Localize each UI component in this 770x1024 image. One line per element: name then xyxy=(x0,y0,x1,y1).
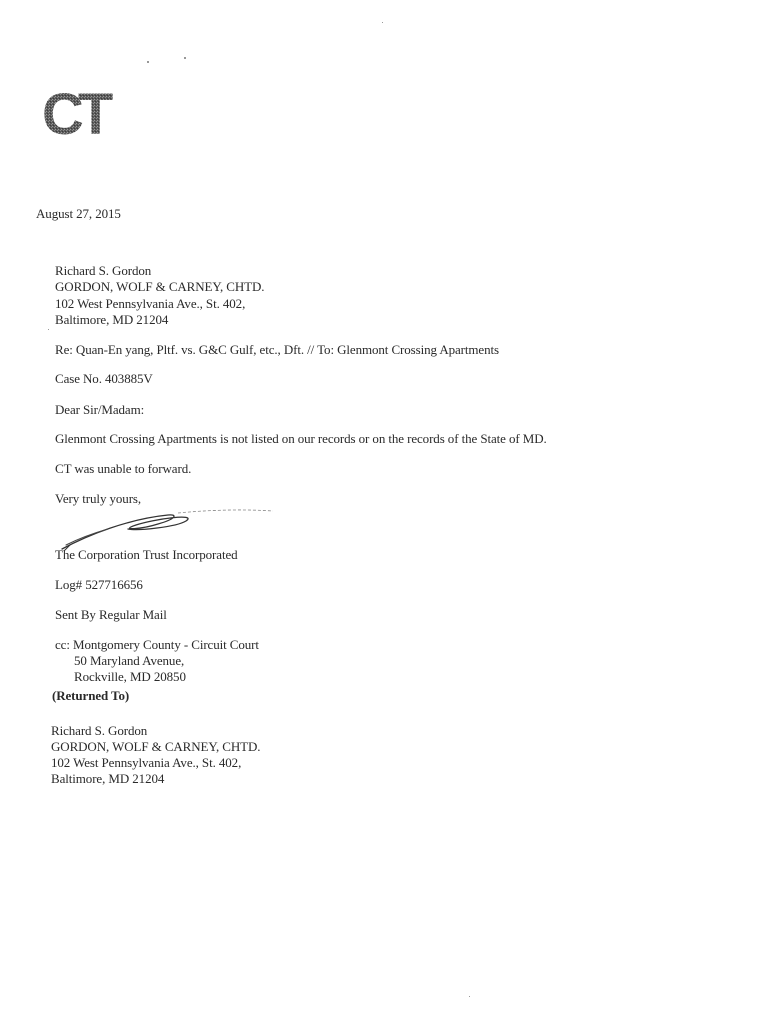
letter-date: August 27, 2015 xyxy=(36,206,121,221)
body-paragraph-2: CT was unable to forward. xyxy=(55,461,192,476)
cc-line-1: cc: Montgomery County - Circuit Court xyxy=(55,637,259,652)
salutation: Dear Sir/Madam: xyxy=(55,402,145,417)
cc-line-2: 50 Maryland Avenue, xyxy=(74,653,185,668)
re-line: Re: Quan-En yang, Pltf. vs. G&C Gulf, etc., Dft. // To: Glenmont Crossing Apartments xyxy=(55,342,499,357)
recipient-street: 102 West Pennsylvania Ave., St. 402, xyxy=(55,296,246,311)
recipient-name: Richard S. Gordon xyxy=(55,263,152,278)
returned-to-label: (Returned To) xyxy=(52,688,130,703)
recipient-city: Baltimore, MD 21204 xyxy=(55,312,169,327)
case-number: Case No. 403885V xyxy=(55,371,153,386)
body-paragraph-1: Glenmont Crossing Apartments is not listed on our records or on the records of the State of MD. xyxy=(55,431,547,446)
returned-to-firm: GORDON, WOLF & CARNEY, CHTD. xyxy=(51,739,261,754)
returned-to-name: Richard S. Gordon xyxy=(51,723,148,738)
scan-speck xyxy=(147,61,149,63)
closing: Very truly yours, xyxy=(55,491,142,506)
returned-to-city: Baltimore, MD 21204 xyxy=(51,771,165,786)
scan-speck xyxy=(48,329,49,330)
log-number: Log# 527716656 xyxy=(55,577,143,592)
returned-to-street: 102 West Pennsylvania Ave., St. 402, xyxy=(51,755,242,770)
ct-logo xyxy=(40,84,120,140)
sent-by: Sent By Regular Mail xyxy=(55,607,167,622)
scan-speck xyxy=(382,22,383,23)
scan-speck xyxy=(469,996,470,997)
recipient-firm: GORDON, WOLF & CARNEY, CHTD. xyxy=(55,279,265,294)
svg-text:CT: CT xyxy=(42,84,108,140)
signer-company: The Corporation Trust Incorporated xyxy=(55,547,238,562)
scan-speck xyxy=(184,57,186,59)
cc-line-3: Rockville, MD 20850 xyxy=(74,669,186,684)
